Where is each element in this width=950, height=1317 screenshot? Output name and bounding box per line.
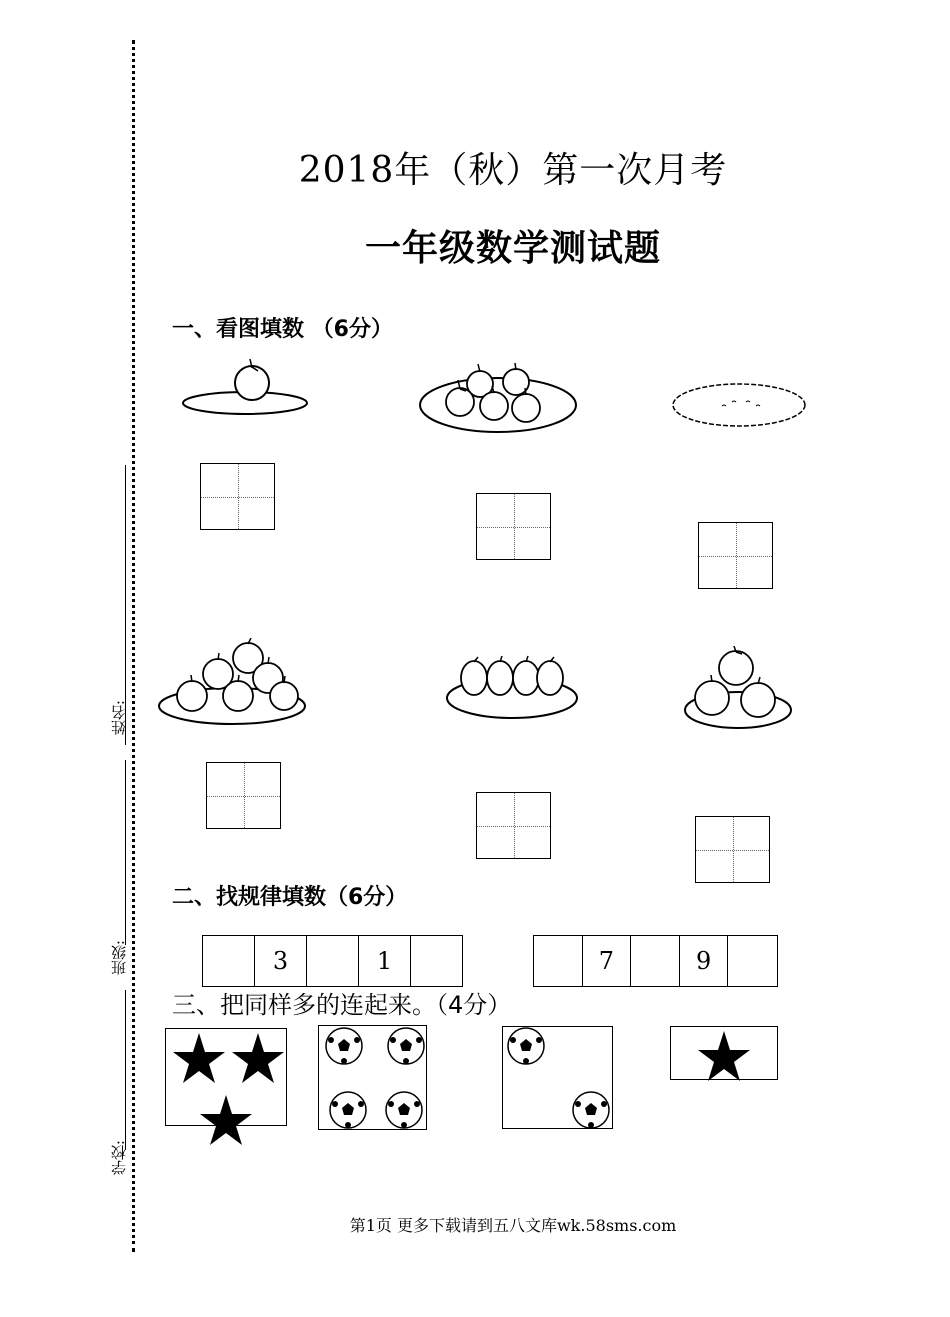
class-label: 班级: <box>110 940 128 976</box>
sequence-b-cell-2: 7 <box>583 936 632 986</box>
match-box-three-stars[interactable] <box>165 1028 287 1126</box>
section1-heading: 一、看图填数 （6分） <box>172 317 393 342</box>
sequence-a <box>202 935 463 987</box>
answer-box-5[interactable] <box>476 792 551 859</box>
match-box-two-balls[interactable] <box>502 1026 613 1129</box>
plate-three-apples-icon <box>682 646 794 732</box>
sequence-b-cell-1[interactable] <box>534 936 583 986</box>
star-icon <box>172 1031 284 1149</box>
sequence-a-cell-1[interactable] <box>203 936 255 986</box>
plate-one-apple-icon <box>180 355 310 420</box>
plate-six-apples-icon <box>156 638 308 728</box>
sequence-a-cell-2: 3 <box>255 936 307 986</box>
section2-heading: 二、找规律填数（6分） <box>172 885 408 910</box>
sequence-b-cell-3[interactable] <box>631 936 680 986</box>
name-label: 姓名: <box>110 700 128 736</box>
answer-box-6[interactable] <box>695 816 770 883</box>
sequence-b-cell-5[interactable] <box>728 936 777 986</box>
star-icon <box>697 1029 751 1087</box>
school-underline <box>125 990 126 1150</box>
soccer-ball-icon <box>319 1026 426 1129</box>
answer-box-1[interactable] <box>200 463 275 530</box>
sequence-b-cell-4: 9 <box>680 936 729 986</box>
answer-box-4[interactable] <box>206 762 281 829</box>
soccer-ball-icon <box>503 1027 612 1128</box>
sequence-a-cell-3[interactable] <box>307 936 359 986</box>
sequence-a-cell-5[interactable] <box>411 936 462 986</box>
sequence-b <box>533 935 778 987</box>
class-underline <box>125 760 126 945</box>
page-footer: 第1页 更多下载请到五八文库wk.58sms.com <box>349 1216 677 1235</box>
sequence-a-cell-4: 1 <box>359 936 411 986</box>
exam-subtitle: 一年级数学测试题 <box>364 228 661 269</box>
school-label: 学校: <box>110 1140 128 1176</box>
plate-five-apples-icon <box>418 360 578 435</box>
empty-plate-icon <box>670 380 808 430</box>
match-box-one-star[interactable] <box>670 1026 778 1080</box>
answer-box-3[interactable] <box>698 522 773 589</box>
match-box-four-balls[interactable] <box>318 1025 427 1130</box>
answer-box-2[interactable] <box>476 493 551 560</box>
plate-four-apples-icon <box>444 652 580 722</box>
section3-heading: 三、把同样多的连起来。（4分） <box>172 991 512 1019</box>
exam-title: 2018年（秋）第一次月考 <box>298 150 728 191</box>
